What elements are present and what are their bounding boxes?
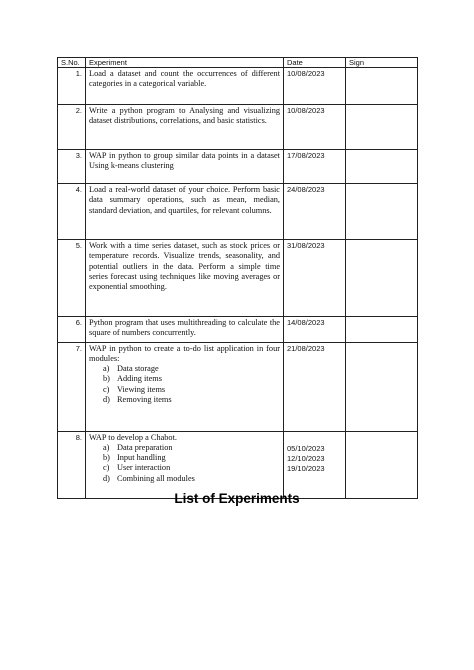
row-sno: 7. (58, 342, 86, 431)
list-marker: b) (103, 374, 110, 384)
list-marker: b) (103, 453, 110, 463)
header-experiment: Experiment (86, 58, 284, 68)
list-item (103, 453, 280, 463)
header-sno: S.No. (58, 58, 86, 68)
row-sign (346, 105, 418, 150)
list-item (103, 395, 280, 405)
row-experiment: Write a python program to Analysing and visualizing dataset distributions, correlations, and basic statistics. (86, 105, 284, 150)
row-experiment-text: WAP in python to create a to-do list application in four modules: (89, 343, 280, 363)
list-item-text: Input handling (117, 453, 166, 463)
row-experiment: Work with a time series dataset, such as stock prices or temperature records. Visualize trends, seasonality, and potential outliers in the data. Perform a simple time series forecast using techniques like moving averages or exponential smoothing. (86, 240, 284, 317)
row-sno: 3. (58, 150, 86, 184)
list-item (103, 374, 280, 384)
row-sign (346, 68, 418, 105)
row-sign (346, 342, 418, 431)
list-marker: c) (103, 384, 110, 394)
list-marker: c) (103, 463, 110, 473)
row-date: 14/08/2023 (284, 317, 346, 343)
list-item-text: Data storage (117, 364, 159, 374)
row-date: 24/08/2023 (284, 184, 346, 240)
table-header-row (58, 58, 418, 68)
row-date: 17/08/2023 (284, 150, 346, 184)
list-item (103, 364, 280, 374)
row-date-entry: 05/10/2023 (287, 443, 325, 453)
list-marker: d) (103, 395, 110, 405)
header-date: Date (284, 58, 346, 68)
row-date: 10/08/2023 (284, 105, 346, 150)
row-sno: 8. (58, 431, 86, 498)
row-date (284, 431, 346, 498)
list-marker: a) (103, 442, 110, 452)
row-sno: 4. (58, 184, 86, 240)
row-experiment: Load a real-world dataset of your choice. Perform basic data summary operations, such as mean, median, standard deviation, and quartiles, for relevant columns. (86, 184, 284, 240)
row-experiment: WAP in python to group similar data points in a dataset Using k-means clustering (86, 150, 284, 184)
table-row (58, 184, 418, 240)
row-sign (346, 150, 418, 184)
header-sign: Sign (346, 58, 418, 68)
row-date: 10/08/2023 (284, 68, 346, 105)
list-item (103, 385, 280, 395)
row-experiment (86, 431, 284, 498)
list-item-text: Data preparation (117, 442, 173, 452)
row-date-entry: 12/10/2023 (287, 453, 325, 463)
module-list (89, 443, 280, 484)
module-list (89, 364, 280, 405)
list-item-text: Viewing items (117, 384, 166, 394)
row-experiment-text: WAP to develop a Chabot. (89, 432, 177, 442)
table-row (58, 317, 418, 343)
list-marker: d) (103, 473, 110, 483)
row-sign (346, 184, 418, 240)
list-item-text: User interaction (117, 463, 171, 473)
row-date: 31/08/2023 (284, 240, 346, 317)
row-experiment: Load a dataset and count the occurrences of different categories in a categorical variable. (86, 68, 284, 105)
row-experiment (86, 342, 284, 431)
row-sign (346, 240, 418, 317)
table-row (58, 240, 418, 317)
table-row (58, 431, 418, 498)
list-item (103, 463, 280, 473)
table-row (58, 105, 418, 150)
row-sno: 6. (58, 317, 86, 343)
list-item-text: Adding items (117, 374, 162, 384)
row-sno: 1. (58, 68, 86, 105)
list-item (103, 474, 280, 484)
row-sign (346, 317, 418, 343)
table-row (58, 342, 418, 431)
list-item (103, 443, 280, 453)
page-title: List of Experiments (174, 491, 300, 506)
list-item-text: Removing items (117, 395, 172, 405)
row-date-entry: 19/10/2023 (287, 463, 325, 473)
table-row (58, 150, 418, 184)
row-experiment: Python program that uses multithreading to calculate the square of numbers concurrently. (86, 317, 284, 343)
experiments-table (57, 57, 418, 499)
row-sno: 5. (58, 240, 86, 317)
row-sno: 2. (58, 105, 86, 150)
row-sign (346, 431, 418, 498)
table-row (58, 68, 418, 105)
row-date: 21/08/2023 (284, 342, 346, 431)
list-marker: a) (103, 364, 110, 374)
list-item-text: Combining all modules (117, 473, 195, 483)
